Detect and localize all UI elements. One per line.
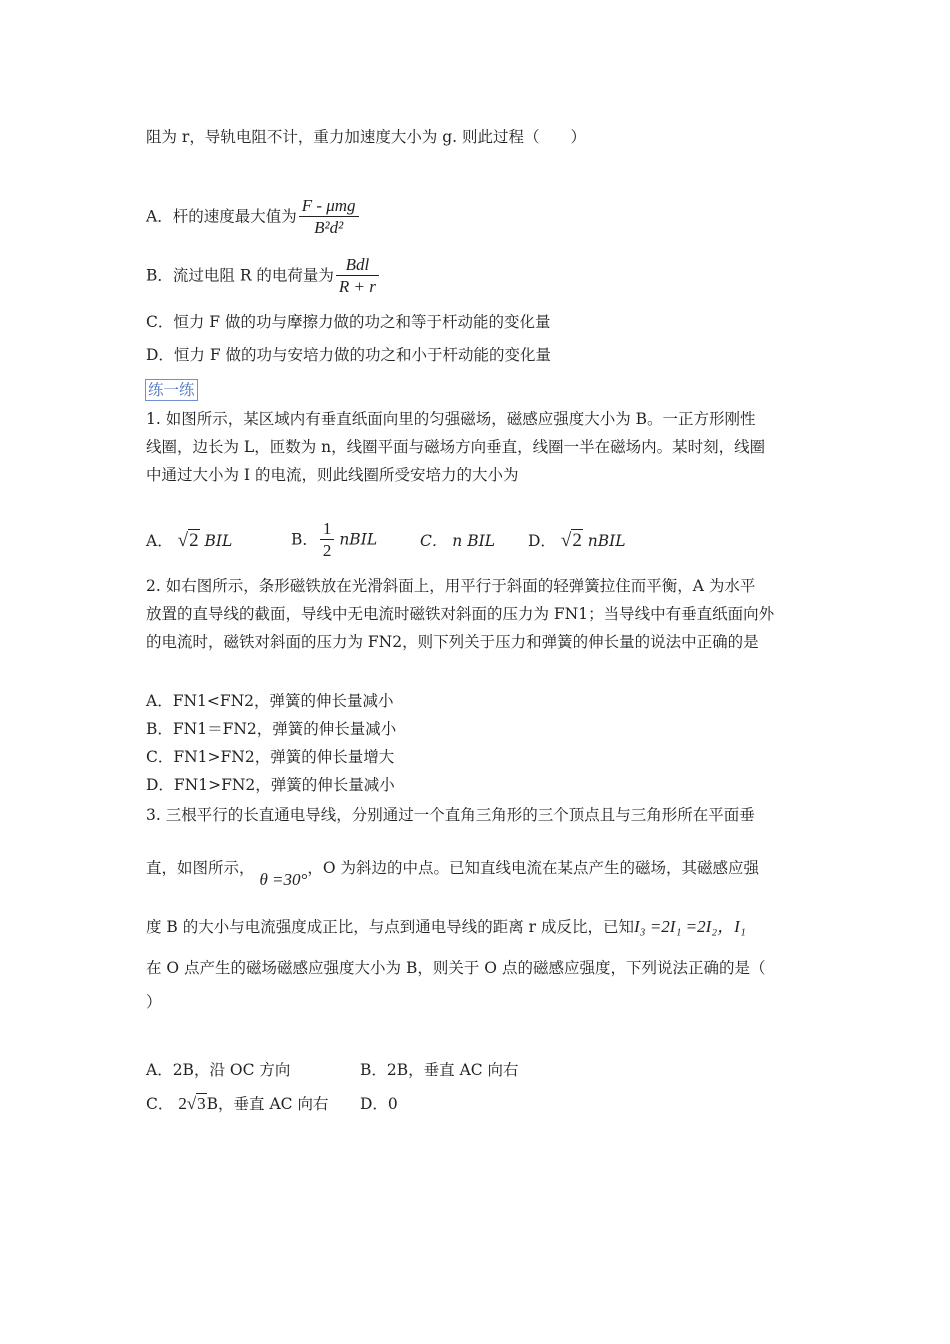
q3-line-1: 3. 三根平行的长直通电导线，分别通过一个直角三角形的三个顶点且与三角形所在平面垂 <box>146 806 755 824</box>
q0-option-a-fraction <box>299 196 359 239</box>
q3-option-c-radicand: 3 <box>197 1094 206 1113</box>
q0-option-a-numerator: F - μmg <box>301 196 356 215</box>
q1-option-c: C． n BIL <box>420 532 496 550</box>
section-label[interactable]: 练一练 <box>145 379 198 401</box>
q1-option-d-tail: nBIL <box>587 532 626 550</box>
q2-line-3: 的电流时，磁铁对斜面的压力为 FN2，则下列关于压力和弹簧的伸长量的说法中正确的是 <box>146 633 759 651</box>
q1-option-b-numerator: 1 <box>322 519 332 538</box>
q1-line-3: 中通过大小为 I 的电流，则此线圈所受安培力的大小为 <box>146 466 519 484</box>
q1-line-2: 线圈，边长为 L，匝数为 n，线圈平面与磁场方向垂直，线圈一半在磁场内。某时刻，线圈 <box>146 438 766 456</box>
q1-option-b-fraction <box>320 519 335 562</box>
q3-line-5: ） <box>146 993 162 1011</box>
q0-option-b-fraction <box>336 255 379 298</box>
q3-option-a: A．2B，沿 OC 方向 <box>146 1061 291 1079</box>
q3-theta-formula: θ =30° <box>259 870 308 889</box>
q3-line-3-post: ，I₁ <box>717 917 746 936</box>
q3-option-c-sqrt: √3 <box>186 1094 206 1113</box>
q3-option-c-coef: 2 <box>178 1094 187 1113</box>
q1-option-b-denominator: 2 <box>320 539 335 562</box>
q3-option-b: B．2B，垂直 AC 向右 <box>360 1061 519 1079</box>
q3-line-4: 在 O 点产生的磁场磁感应强度大小为 B，则关于 O 点的磁感应强度，下列说法正确的是（ <box>146 959 766 977</box>
q3-option-c-tail: B，垂直 AC 向右 <box>206 1095 329 1113</box>
q0-option-b-text: B．流过电阻 R 的电荷量为 <box>146 266 334 285</box>
q2-option-d: D．FN1>FN2，弹簧的伸长量减小 <box>146 776 395 794</box>
q1-option-b-label: B． <box>291 530 318 549</box>
q3-line-3-pre: 度 B 的大小与电流强度成正比，与点到通电导线的距离 r 成反比，已知 <box>146 918 635 936</box>
q1-option-d-label: D． <box>528 532 556 550</box>
q0-option-d: D．恒力 F 做的功与安培力做的功之和小于杆动能的变化量 <box>146 346 552 364</box>
q1-option-b <box>291 519 377 562</box>
q3-option-d: D．0 <box>360 1095 398 1113</box>
q0-option-b-denominator: R + r <box>336 275 379 298</box>
q1-option-a-radicand: 2 <box>189 530 199 551</box>
q0-option-a <box>146 196 359 239</box>
q3-option-c <box>146 1093 328 1115</box>
q1-option-a-label: A． <box>146 532 173 550</box>
q3-option-c-label: C． <box>146 1095 174 1113</box>
q0-option-a-text: A．杆的速度最大值为 <box>146 207 297 226</box>
q3-line-2-post: ，O 为斜边的中点。已知直线电流在某点产生的磁场，其磁感应强 <box>307 859 759 877</box>
q0-option-b-numerator: Bdl <box>345 255 370 274</box>
q2-option-b: B．FN1＝FN2，弹簧的伸长量减小 <box>146 720 397 738</box>
q2-line-2: 放置的直导线的截面，导线中无电流时磁铁对斜面的压力为 FN1；当导线中有垂直纸面向外 <box>146 605 775 623</box>
q2-option-a: A．FN1<FN2，弹簧的伸长量减小 <box>146 692 394 710</box>
q3-current-formula: I₃ =2I₁ =2I₂ <box>634 917 718 936</box>
q1-option-a <box>146 530 232 552</box>
q0-option-c: C．恒力 F 做的功与摩擦力做的功之和等于杆动能的变化量 <box>146 313 551 331</box>
q0-option-a-denominator: B²d² <box>299 216 359 239</box>
intro-line: 阻为 r，导轨电阻不计，重力加速度大小为 g. 则此过程（ ） <box>146 128 587 146</box>
q2-option-c: C．FN1>FN2，弹簧的伸长量增大 <box>146 748 395 766</box>
q1-option-d-sqrt: √2 <box>560 530 582 551</box>
q1-line-1: 1. 如图所示，某区域内有垂直纸面向里的匀强磁场，磁感应强度大小为 B。一正方形刚性 <box>146 410 756 428</box>
q1-option-a-tail: BIL <box>204 532 233 550</box>
q1-option-a-sqrt: √2 <box>177 530 199 551</box>
q1-option-b-tail: nBIL <box>339 530 378 549</box>
q3-line-2 <box>146 857 759 889</box>
q1-option-d <box>528 530 626 552</box>
q3-line-3 <box>146 916 746 938</box>
q1-option-d-radicand: 2 <box>572 530 582 551</box>
q0-option-b <box>146 255 379 298</box>
q2-line-1: 2. 如右图所示，条形磁铁放在光滑斜面上，用平行于斜面的轻弹簧拉住而平衡，A 为水平 <box>146 577 756 595</box>
q3-line-2-pre: 直，如图所示， <box>146 859 255 877</box>
